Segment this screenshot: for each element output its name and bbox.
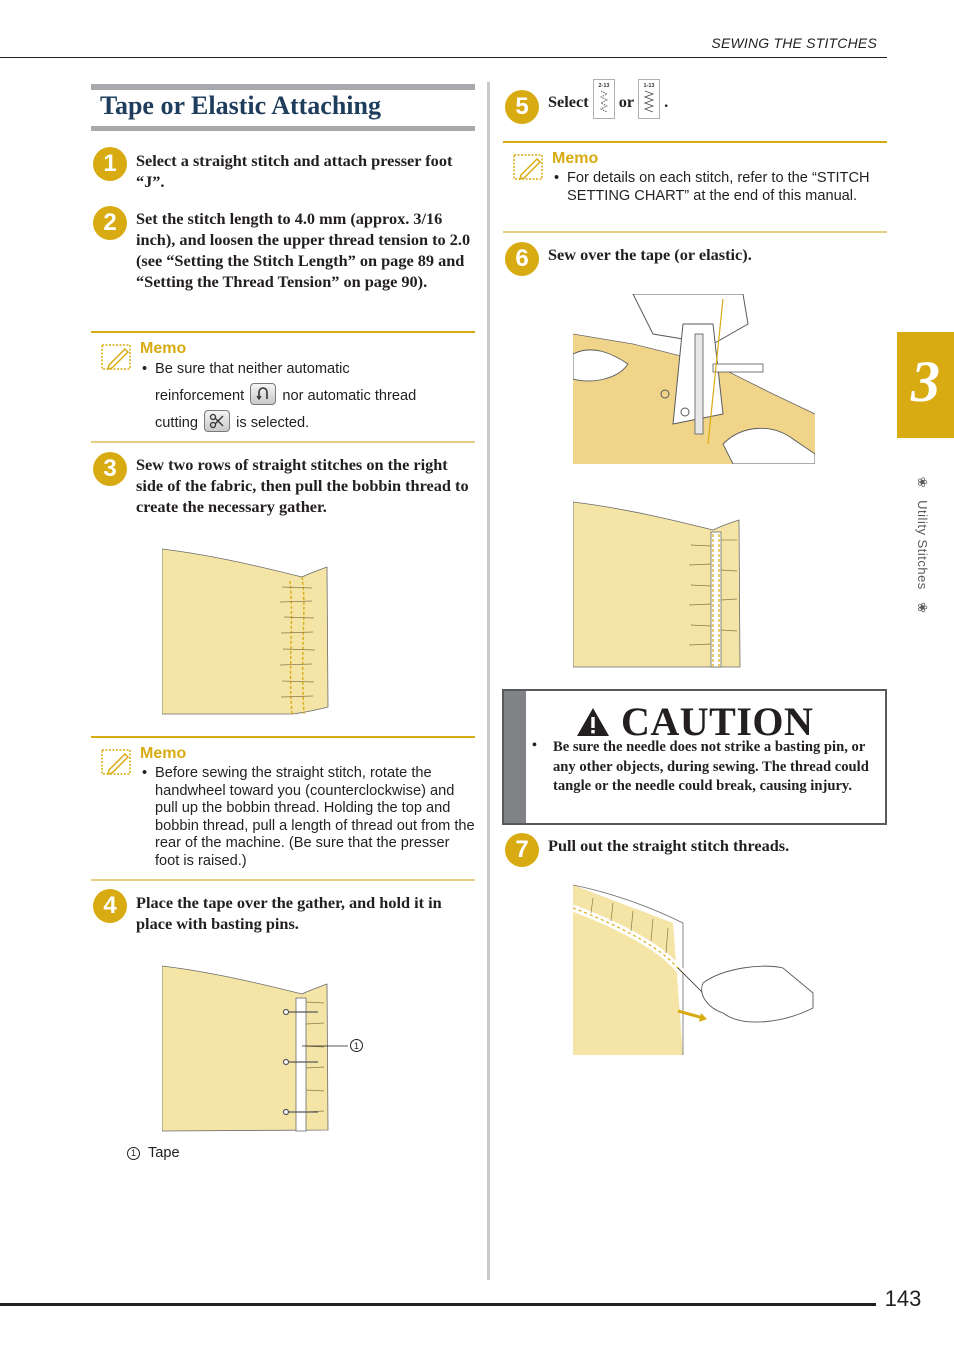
step-4-number: 4 bbox=[93, 889, 127, 923]
side-label-text: Utility Stitches bbox=[915, 500, 930, 590]
title-bar-top bbox=[91, 84, 475, 90]
step-7-number: 7 bbox=[505, 833, 539, 867]
caution-side-band bbox=[504, 691, 526, 823]
memo-1-line-2 bbox=[155, 385, 475, 407]
callout-caption-marker: 1 bbox=[127, 1147, 140, 1160]
step-7-text: Pull out the straight stitch threads. bbox=[548, 836, 790, 855]
footer-rule bbox=[0, 1303, 876, 1306]
memo-1-text-part1: Be sure that neither automatic bbox=[155, 361, 350, 377]
title-bar-bottom bbox=[91, 126, 475, 131]
memo-1-bottom-rule bbox=[91, 441, 475, 443]
thread-cutting-scissors-icon bbox=[204, 410, 230, 432]
memo-3-body bbox=[554, 170, 885, 205]
column-divider bbox=[487, 82, 490, 1280]
section-title: Tape or Elastic Attaching bbox=[100, 91, 381, 120]
step-2-text: Set the stitch length to 4.0 mm (approx. 3/16 inch), and loosen the upper thread tension to 2.0 (see “Setting the Stitch Length” on page 89 and “Setting the Thread Tension” on page 90). bbox=[136, 209, 471, 291]
stitch-key-1-13[interactable] bbox=[638, 79, 660, 119]
page-number: 143 bbox=[884, 1286, 922, 1311]
step-5-or-word: or bbox=[618, 91, 635, 111]
svg-text:1-13: 1-13 bbox=[643, 83, 655, 89]
sewing-machine-illustration bbox=[573, 294, 815, 464]
tape-pinned-illustration bbox=[162, 964, 372, 1134]
memo-1-title: Memo bbox=[140, 340, 187, 357]
memo-1-text-part5: is selected. bbox=[236, 414, 310, 431]
step-6-text: Sew over the tape (or elastic). bbox=[548, 245, 752, 264]
caution-title-text: CAUTION bbox=[621, 699, 814, 744]
header-rule bbox=[0, 57, 887, 58]
memo-1-text-part4: cutting bbox=[155, 414, 198, 431]
memo-3-text: For details on each stitch, refer to the “STITCH SETTING CHART” at the end of this manual. bbox=[567, 170, 870, 204]
chapter-side-label bbox=[910, 445, 930, 645]
memo-pencil-icon bbox=[101, 342, 133, 372]
memo-2-top-rule bbox=[91, 736, 475, 738]
callout-marker-1: 1 bbox=[350, 1039, 363, 1052]
caution-bullet: • bbox=[532, 738, 537, 753]
side-label-ornament-icon: ❀ bbox=[915, 601, 930, 614]
memo-1-line-3 bbox=[155, 412, 475, 434]
memo-3-bottom-rule bbox=[503, 231, 887, 233]
memo-1-text-part3: nor automatic thread bbox=[282, 387, 417, 404]
gathered-fabric-illustration bbox=[162, 547, 332, 717]
memo-pencil-icon bbox=[513, 152, 545, 182]
tape-sewn-illustration bbox=[573, 500, 745, 670]
memo-1-text-part2: reinforcement bbox=[155, 387, 245, 404]
memo-1-top-rule bbox=[91, 331, 475, 333]
step-2-number: 2 bbox=[93, 206, 127, 240]
step-1-number: 1 bbox=[93, 147, 127, 181]
callout-caption bbox=[127, 1145, 180, 1161]
memo-2-bottom-rule bbox=[91, 879, 475, 881]
side-label-ornament-icon: ❀ bbox=[915, 476, 930, 489]
caution-text: Be sure the needle does not strike a basting pin, or any other objects, during sewing. The thread could tangle or the needle could break, causing injury. bbox=[553, 739, 869, 794]
memo-3-top-rule bbox=[503, 141, 887, 143]
memo-pencil-icon bbox=[101, 747, 133, 777]
step-5-number: 5 bbox=[505, 90, 539, 124]
step-5-end-punct: . bbox=[664, 91, 669, 111]
pull-threads-illustration bbox=[573, 883, 815, 1055]
svg-text:2-13: 2-13 bbox=[598, 83, 610, 89]
callout-caption-label: Tape bbox=[148, 1145, 180, 1161]
memo-3-title: Memo bbox=[552, 150, 599, 167]
memo-2-body bbox=[142, 765, 475, 870]
auto-reinforcement-button-icon bbox=[250, 383, 276, 405]
memo-1-bullet: • bbox=[142, 361, 148, 377]
step-3-text: Sew two rows of straight stitches on the right side of the fabric, then pull the bobbin thread to create the necessary gather. bbox=[136, 455, 469, 516]
memo-3-bullet: • bbox=[554, 170, 560, 186]
memo-1-line-1 bbox=[142, 361, 475, 379]
step-4-text: Place the tape over the gather, and hold it in place with basting pins. bbox=[136, 893, 442, 933]
chapter-number: 3 bbox=[911, 349, 940, 414]
warning-triangle-icon bbox=[575, 706, 611, 738]
memo-2-bullet: • bbox=[142, 765, 148, 781]
step-5-text bbox=[548, 81, 888, 121]
step-1-text: Select a straight stitch and attach presser foot “J”. bbox=[136, 151, 453, 191]
memo-2-title: Memo bbox=[140, 745, 187, 762]
running-head: SEWING THE STITCHES bbox=[711, 35, 877, 51]
step-6-number: 6 bbox=[505, 242, 539, 276]
step-5-select-word: Select bbox=[548, 91, 589, 111]
memo-2-text: Before sewing the straight stitch, rotate the handwheel toward you (counterclockwise) and pull up the bobbin thread. Holding the top and bobbin thread, pull a length of thread out from the rear of the machine. (Be sure that the presser foot is raised.) bbox=[155, 765, 475, 869]
step-3-number: 3 bbox=[93, 452, 127, 486]
stitch-key-2-13[interactable] bbox=[593, 79, 615, 119]
